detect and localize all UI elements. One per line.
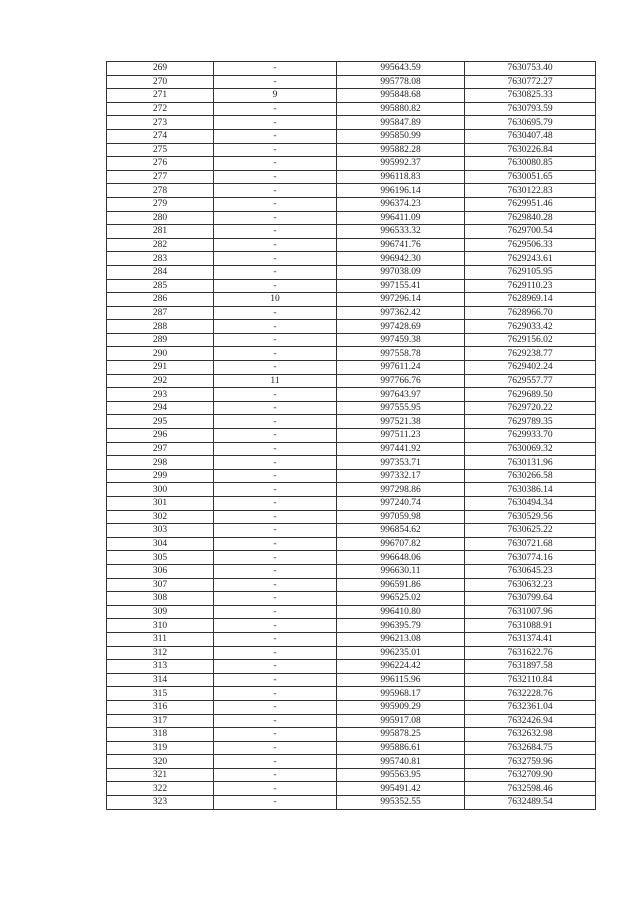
point-number-cell: 311 bbox=[107, 632, 214, 646]
x-coordinate-cell: 996591.86 bbox=[337, 578, 465, 592]
y-coordinate-cell: 7632598.46 bbox=[465, 782, 596, 796]
section-cell: - bbox=[214, 796, 337, 810]
y-coordinate-cell: 7630494.34 bbox=[465, 497, 596, 511]
y-coordinate-cell: 7630772.27 bbox=[465, 75, 596, 89]
section-cell: - bbox=[214, 116, 337, 130]
y-coordinate-cell: 7630386.14 bbox=[465, 483, 596, 497]
x-coordinate-cell: 996648.06 bbox=[337, 551, 465, 565]
section-cell: - bbox=[214, 306, 337, 320]
section-cell: - bbox=[214, 62, 337, 76]
point-number-cell: 308 bbox=[107, 592, 214, 606]
table-row bbox=[107, 755, 596, 769]
x-coordinate-cell: 996741.76 bbox=[337, 238, 465, 252]
table-row bbox=[107, 605, 596, 619]
section-cell: - bbox=[214, 197, 337, 211]
y-coordinate-cell: 7630632.23 bbox=[465, 578, 596, 592]
y-coordinate-cell: 7632759.96 bbox=[465, 755, 596, 769]
x-coordinate-cell: 995352.55 bbox=[337, 796, 465, 810]
table-row bbox=[107, 388, 596, 402]
table-row bbox=[107, 592, 596, 606]
y-coordinate-cell: 7630753.40 bbox=[465, 62, 596, 76]
table-row bbox=[107, 333, 596, 347]
section-cell: - bbox=[214, 469, 337, 483]
x-coordinate-cell: 997643.97 bbox=[337, 388, 465, 402]
x-coordinate-cell: 996533.32 bbox=[337, 225, 465, 239]
section-cell: - bbox=[214, 102, 337, 116]
point-number-cell: 305 bbox=[107, 551, 214, 565]
y-coordinate-cell: 7632361.04 bbox=[465, 700, 596, 714]
y-coordinate-cell: 7630051.65 bbox=[465, 170, 596, 184]
y-coordinate-cell: 7632709.90 bbox=[465, 768, 596, 782]
x-coordinate-cell: 996410.80 bbox=[337, 605, 465, 619]
point-number-cell: 271 bbox=[107, 89, 214, 103]
x-coordinate-cell: 995880.82 bbox=[337, 102, 465, 116]
table-row bbox=[107, 279, 596, 293]
point-number-cell: 321 bbox=[107, 768, 214, 782]
x-coordinate-cell: 996213.08 bbox=[337, 632, 465, 646]
table-row bbox=[107, 306, 596, 320]
table-row bbox=[107, 361, 596, 375]
y-coordinate-cell: 7629033.42 bbox=[465, 320, 596, 334]
y-coordinate-cell: 7629951.46 bbox=[465, 197, 596, 211]
y-coordinate-cell: 7629689.50 bbox=[465, 388, 596, 402]
x-coordinate-cell: 997059.98 bbox=[337, 510, 465, 524]
x-coordinate-cell: 995917.08 bbox=[337, 714, 465, 728]
y-coordinate-cell: 7629720.22 bbox=[465, 401, 596, 415]
section-cell: 10 bbox=[214, 293, 337, 307]
table-row bbox=[107, 687, 596, 701]
point-number-cell: 287 bbox=[107, 306, 214, 320]
y-coordinate-cell: 7630793.59 bbox=[465, 102, 596, 116]
table-row bbox=[107, 374, 596, 388]
section-cell: - bbox=[214, 646, 337, 660]
section-cell: - bbox=[214, 632, 337, 646]
table-row bbox=[107, 619, 596, 633]
x-coordinate-cell: 997296.14 bbox=[337, 293, 465, 307]
point-number-cell: 293 bbox=[107, 388, 214, 402]
section-cell: - bbox=[214, 497, 337, 511]
point-number-cell: 280 bbox=[107, 211, 214, 225]
section-cell: - bbox=[214, 347, 337, 361]
table-row bbox=[107, 497, 596, 511]
point-number-cell: 291 bbox=[107, 361, 214, 375]
x-coordinate-cell: 997298.86 bbox=[337, 483, 465, 497]
table-row bbox=[107, 673, 596, 687]
point-number-cell: 273 bbox=[107, 116, 214, 130]
y-coordinate-cell: 7630825.33 bbox=[465, 89, 596, 103]
section-cell: - bbox=[214, 415, 337, 429]
x-coordinate-cell: 995878.25 bbox=[337, 728, 465, 742]
y-coordinate-cell: 7630226.84 bbox=[465, 143, 596, 157]
table-row bbox=[107, 415, 596, 429]
point-number-cell: 292 bbox=[107, 374, 214, 388]
point-number-cell: 303 bbox=[107, 524, 214, 538]
x-coordinate-cell: 995909.29 bbox=[337, 700, 465, 714]
section-cell: - bbox=[214, 578, 337, 592]
y-coordinate-cell: 7629156.02 bbox=[465, 333, 596, 347]
point-number-cell: 307 bbox=[107, 578, 214, 592]
x-coordinate-cell: 996707.82 bbox=[337, 537, 465, 551]
section-cell: 11 bbox=[214, 374, 337, 388]
point-number-cell: 276 bbox=[107, 157, 214, 171]
x-coordinate-cell: 997766.76 bbox=[337, 374, 465, 388]
x-coordinate-cell: 997332.17 bbox=[337, 469, 465, 483]
point-number-cell: 282 bbox=[107, 238, 214, 252]
section-cell: - bbox=[214, 157, 337, 171]
x-coordinate-cell: 997155.41 bbox=[337, 279, 465, 293]
x-coordinate-cell: 995848.68 bbox=[337, 89, 465, 103]
point-number-cell: 314 bbox=[107, 673, 214, 687]
section-cell: - bbox=[214, 238, 337, 252]
y-coordinate-cell: 7632228.76 bbox=[465, 687, 596, 701]
y-coordinate-cell: 7630625.22 bbox=[465, 524, 596, 538]
section-cell: - bbox=[214, 537, 337, 551]
table-row bbox=[107, 116, 596, 130]
point-number-cell: 297 bbox=[107, 442, 214, 456]
table-row bbox=[107, 442, 596, 456]
x-coordinate-cell: 997240.74 bbox=[337, 497, 465, 511]
point-number-cell: 310 bbox=[107, 619, 214, 633]
x-coordinate-cell: 995968.17 bbox=[337, 687, 465, 701]
table-row bbox=[107, 401, 596, 415]
table-row bbox=[107, 197, 596, 211]
x-coordinate-cell: 995778.08 bbox=[337, 75, 465, 89]
y-coordinate-cell: 7631374.41 bbox=[465, 632, 596, 646]
point-number-cell: 315 bbox=[107, 687, 214, 701]
section-cell: - bbox=[214, 75, 337, 89]
x-coordinate-cell: 997428.69 bbox=[337, 320, 465, 334]
table-row bbox=[107, 714, 596, 728]
point-number-cell: 323 bbox=[107, 796, 214, 810]
x-coordinate-cell: 997555.95 bbox=[337, 401, 465, 415]
x-coordinate-cell: 995850.99 bbox=[337, 129, 465, 143]
x-coordinate-cell: 997353.71 bbox=[337, 456, 465, 470]
section-cell: - bbox=[214, 605, 337, 619]
x-coordinate-cell: 996395.79 bbox=[337, 619, 465, 633]
table-row bbox=[107, 646, 596, 660]
point-number-cell: 278 bbox=[107, 184, 214, 198]
point-number-cell: 306 bbox=[107, 564, 214, 578]
x-coordinate-cell: 996854.62 bbox=[337, 524, 465, 538]
section-cell: - bbox=[214, 279, 337, 293]
y-coordinate-cell: 7629700.54 bbox=[465, 225, 596, 239]
section-cell: - bbox=[214, 700, 337, 714]
table-row bbox=[107, 524, 596, 538]
point-number-cell: 272 bbox=[107, 102, 214, 116]
section-cell: - bbox=[214, 361, 337, 375]
section-cell: - bbox=[214, 673, 337, 687]
x-coordinate-cell: 995563.95 bbox=[337, 768, 465, 782]
table-row bbox=[107, 320, 596, 334]
point-number-cell: 289 bbox=[107, 333, 214, 347]
x-coordinate-cell: 996630.11 bbox=[337, 564, 465, 578]
x-coordinate-cell: 995491.42 bbox=[337, 782, 465, 796]
x-coordinate-cell: 997611.24 bbox=[337, 361, 465, 375]
y-coordinate-cell: 7628969.14 bbox=[465, 293, 596, 307]
table-row bbox=[107, 238, 596, 252]
x-coordinate-cell: 997441.92 bbox=[337, 442, 465, 456]
point-number-cell: 309 bbox=[107, 605, 214, 619]
table-row bbox=[107, 170, 596, 184]
y-coordinate-cell: 7631007.96 bbox=[465, 605, 596, 619]
table-row bbox=[107, 102, 596, 116]
x-coordinate-cell: 995847.89 bbox=[337, 116, 465, 130]
section-cell: - bbox=[214, 619, 337, 633]
point-number-cell: 320 bbox=[107, 755, 214, 769]
point-number-cell: 277 bbox=[107, 170, 214, 184]
table-row bbox=[107, 293, 596, 307]
y-coordinate-cell: 7630266.58 bbox=[465, 469, 596, 483]
y-coordinate-cell: 7630529.56 bbox=[465, 510, 596, 524]
point-number-cell: 285 bbox=[107, 279, 214, 293]
table-row bbox=[107, 782, 596, 796]
point-number-cell: 270 bbox=[107, 75, 214, 89]
x-coordinate-cell: 997362.42 bbox=[337, 306, 465, 320]
x-coordinate-cell: 996115.96 bbox=[337, 673, 465, 687]
y-coordinate-cell: 7629840.28 bbox=[465, 211, 596, 225]
table-row bbox=[107, 564, 596, 578]
y-coordinate-cell: 7629789.35 bbox=[465, 415, 596, 429]
point-number-cell: 290 bbox=[107, 347, 214, 361]
point-number-cell: 284 bbox=[107, 265, 214, 279]
point-number-cell: 283 bbox=[107, 252, 214, 266]
table-row bbox=[107, 700, 596, 714]
point-number-cell: 322 bbox=[107, 782, 214, 796]
section-cell: - bbox=[214, 265, 337, 279]
y-coordinate-cell: 7632684.75 bbox=[465, 741, 596, 755]
section-cell: - bbox=[214, 170, 337, 184]
section-cell: - bbox=[214, 728, 337, 742]
section-cell: - bbox=[214, 184, 337, 198]
x-coordinate-cell: 997038.09 bbox=[337, 265, 465, 279]
point-number-cell: 275 bbox=[107, 143, 214, 157]
section-cell: - bbox=[214, 510, 337, 524]
table-row bbox=[107, 129, 596, 143]
y-coordinate-cell: 7630131.96 bbox=[465, 456, 596, 470]
point-number-cell: 279 bbox=[107, 197, 214, 211]
table-row bbox=[107, 225, 596, 239]
section-cell: - bbox=[214, 129, 337, 143]
point-number-cell: 269 bbox=[107, 62, 214, 76]
y-coordinate-cell: 7628966.70 bbox=[465, 306, 596, 320]
section-cell: - bbox=[214, 551, 337, 565]
x-coordinate-cell: 996374.23 bbox=[337, 197, 465, 211]
point-number-cell: 301 bbox=[107, 497, 214, 511]
section-cell: - bbox=[214, 714, 337, 728]
x-coordinate-cell: 996411.09 bbox=[337, 211, 465, 225]
y-coordinate-cell: 7631897.58 bbox=[465, 660, 596, 674]
table-row bbox=[107, 347, 596, 361]
x-coordinate-cell: 996196.14 bbox=[337, 184, 465, 198]
table-row bbox=[107, 184, 596, 198]
x-coordinate-cell: 997521.38 bbox=[337, 415, 465, 429]
section-cell: - bbox=[214, 483, 337, 497]
y-coordinate-cell: 7629933.70 bbox=[465, 429, 596, 443]
y-coordinate-cell: 7630774.16 bbox=[465, 551, 596, 565]
x-coordinate-cell: 997511.23 bbox=[337, 429, 465, 443]
y-coordinate-cell: 7629506.33 bbox=[465, 238, 596, 252]
section-cell: - bbox=[214, 564, 337, 578]
point-number-cell: 298 bbox=[107, 456, 214, 470]
section-cell: - bbox=[214, 442, 337, 456]
point-number-cell: 300 bbox=[107, 483, 214, 497]
table-row bbox=[107, 796, 596, 810]
section-cell: - bbox=[214, 755, 337, 769]
point-number-cell: 316 bbox=[107, 700, 214, 714]
x-coordinate-cell: 995740.81 bbox=[337, 755, 465, 769]
point-number-cell: 299 bbox=[107, 469, 214, 483]
x-coordinate-cell: 997558.78 bbox=[337, 347, 465, 361]
section-cell: 9 bbox=[214, 89, 337, 103]
section-cell: - bbox=[214, 225, 337, 239]
section-cell: - bbox=[214, 524, 337, 538]
table-row bbox=[107, 510, 596, 524]
y-coordinate-cell: 7630721.68 bbox=[465, 537, 596, 551]
y-coordinate-cell: 7632110.84 bbox=[465, 673, 596, 687]
y-coordinate-cell: 7630080.85 bbox=[465, 157, 596, 171]
point-number-cell: 317 bbox=[107, 714, 214, 728]
y-coordinate-cell: 7631622.76 bbox=[465, 646, 596, 660]
table-row bbox=[107, 483, 596, 497]
y-coordinate-cell: 7631088.91 bbox=[465, 619, 596, 633]
table-row bbox=[107, 143, 596, 157]
table-row bbox=[107, 157, 596, 171]
y-coordinate-cell: 7630069.32 bbox=[465, 442, 596, 456]
section-cell: - bbox=[214, 592, 337, 606]
point-number-cell: 302 bbox=[107, 510, 214, 524]
coordinates-table-body bbox=[107, 62, 596, 810]
table-row bbox=[107, 728, 596, 742]
section-cell: - bbox=[214, 741, 337, 755]
section-cell: - bbox=[214, 143, 337, 157]
y-coordinate-cell: 7632632.98 bbox=[465, 728, 596, 742]
point-number-cell: 319 bbox=[107, 741, 214, 755]
y-coordinate-cell: 7632489.54 bbox=[465, 796, 596, 810]
table-row bbox=[107, 469, 596, 483]
x-coordinate-cell: 996224.42 bbox=[337, 660, 465, 674]
point-number-cell: 281 bbox=[107, 225, 214, 239]
table-row bbox=[107, 551, 596, 565]
point-number-cell: 288 bbox=[107, 320, 214, 334]
x-coordinate-cell: 995882.28 bbox=[337, 143, 465, 157]
table-row bbox=[107, 429, 596, 443]
table-row bbox=[107, 456, 596, 470]
x-coordinate-cell: 995992.37 bbox=[337, 157, 465, 171]
section-cell: - bbox=[214, 401, 337, 415]
x-coordinate-cell: 995643.59 bbox=[337, 62, 465, 76]
section-cell: - bbox=[214, 660, 337, 674]
point-number-cell: 318 bbox=[107, 728, 214, 742]
y-coordinate-cell: 7629238.77 bbox=[465, 347, 596, 361]
x-coordinate-cell: 996235.01 bbox=[337, 646, 465, 660]
y-coordinate-cell: 7629105.95 bbox=[465, 265, 596, 279]
table-row bbox=[107, 75, 596, 89]
y-coordinate-cell: 7629402.24 bbox=[465, 361, 596, 375]
section-cell: - bbox=[214, 333, 337, 347]
section-cell: - bbox=[214, 211, 337, 225]
table-row bbox=[107, 537, 596, 551]
section-cell: - bbox=[214, 388, 337, 402]
table-row bbox=[107, 89, 596, 103]
y-coordinate-cell: 7632426.94 bbox=[465, 714, 596, 728]
point-number-cell: 274 bbox=[107, 129, 214, 143]
table-row bbox=[107, 660, 596, 674]
point-number-cell: 295 bbox=[107, 415, 214, 429]
y-coordinate-cell: 7629557.77 bbox=[465, 374, 596, 388]
point-number-cell: 313 bbox=[107, 660, 214, 674]
x-coordinate-cell: 996118.83 bbox=[337, 170, 465, 184]
section-cell: - bbox=[214, 456, 337, 470]
table-row bbox=[107, 632, 596, 646]
point-number-cell: 294 bbox=[107, 401, 214, 415]
table-row bbox=[107, 741, 596, 755]
table-row bbox=[107, 578, 596, 592]
x-coordinate-cell: 995886.61 bbox=[337, 741, 465, 755]
point-number-cell: 312 bbox=[107, 646, 214, 660]
y-coordinate-cell: 7630122.83 bbox=[465, 184, 596, 198]
section-cell: - bbox=[214, 782, 337, 796]
point-number-cell: 286 bbox=[107, 293, 214, 307]
y-coordinate-cell: 7630645.23 bbox=[465, 564, 596, 578]
point-number-cell: 296 bbox=[107, 429, 214, 443]
y-coordinate-cell: 7629110.23 bbox=[465, 279, 596, 293]
point-number-cell: 304 bbox=[107, 537, 214, 551]
y-coordinate-cell: 7630799.64 bbox=[465, 592, 596, 606]
section-cell: - bbox=[214, 687, 337, 701]
table-row bbox=[107, 768, 596, 782]
x-coordinate-cell: 996942.30 bbox=[337, 252, 465, 266]
table-row bbox=[107, 211, 596, 225]
section-cell: - bbox=[214, 252, 337, 266]
y-coordinate-cell: 7630407.48 bbox=[465, 129, 596, 143]
table-row bbox=[107, 62, 596, 76]
y-coordinate-cell: 7629243.61 bbox=[465, 252, 596, 266]
table-row bbox=[107, 265, 596, 279]
table-row bbox=[107, 252, 596, 266]
section-cell: - bbox=[214, 320, 337, 334]
section-cell: - bbox=[214, 429, 337, 443]
x-coordinate-cell: 996525.02 bbox=[337, 592, 465, 606]
y-coordinate-cell: 7630695.79 bbox=[465, 116, 596, 130]
x-coordinate-cell: 997459.38 bbox=[337, 333, 465, 347]
coordinates-table bbox=[106, 61, 596, 810]
section-cell: - bbox=[214, 768, 337, 782]
